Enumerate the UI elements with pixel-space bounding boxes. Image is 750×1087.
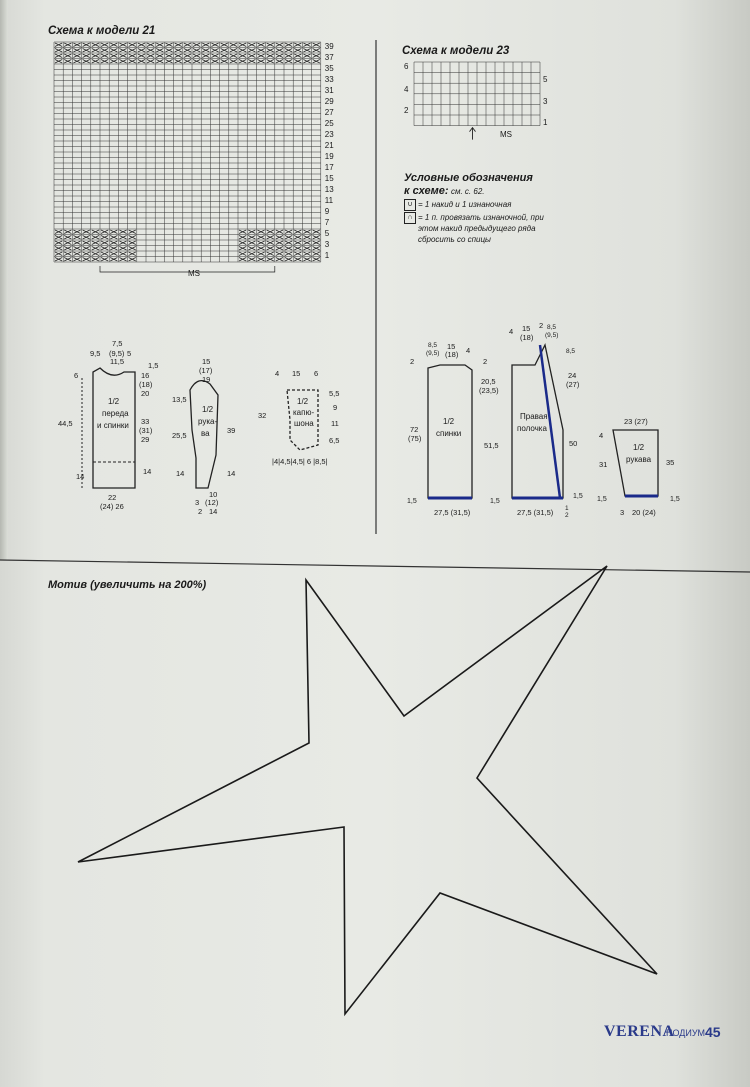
dim-label: 5: [127, 349, 132, 358]
dim-label: 33: [141, 417, 150, 426]
dim-label: 3: [195, 498, 200, 507]
schema23-ms-label: MS: [500, 130, 512, 139]
schema21-row-label: 35: [324, 64, 334, 73]
dim-label: 13,5: [172, 395, 187, 404]
dim-label: 11,5: [110, 357, 125, 366]
dim-label: 8,5: [428, 342, 438, 349]
dim-label: 15: [292, 369, 301, 378]
dim-label: (27): [566, 380, 580, 389]
page-number: 45: [705, 1024, 721, 1040]
dim-label: 9,5: [90, 349, 101, 358]
legend-item-2-cont: этом накид предыдущего ряда: [418, 224, 536, 233]
piece-label: шона: [294, 419, 314, 428]
piece-label: капю-: [293, 408, 315, 417]
dim-label: 6: [314, 369, 319, 378]
dim-label: 15: [202, 357, 211, 366]
dim-label: 1: [565, 505, 569, 512]
dim-label: 44,5: [58, 419, 73, 428]
piece-label: 1/2: [443, 417, 455, 426]
dim-label: 16: [141, 371, 150, 380]
dim-label: 6,5: [329, 436, 340, 445]
dim-label: 4: [466, 346, 471, 355]
dim-label: 2: [483, 357, 488, 366]
schema23-right-label: 3: [543, 97, 548, 106]
dim-label: (31): [139, 426, 153, 435]
dim-label: 14: [176, 469, 185, 478]
dim-label: 32: [258, 411, 267, 420]
piece-label: спинки: [436, 429, 462, 438]
dim-label: 27,5 (31,5): [434, 508, 471, 517]
dim-label: 15: [522, 324, 531, 333]
dim-label: 31: [599, 460, 608, 469]
piece-label: ва: [201, 429, 210, 438]
dim-label: (9,5): [545, 332, 559, 339]
dim-label: (18): [445, 350, 459, 359]
schema21-row-label: 29: [324, 97, 334, 106]
legend-title: Условные обозначения: [404, 172, 533, 184]
schema21-row-label: 11: [324, 196, 334, 205]
dim-label: (24) 26: [100, 502, 124, 511]
piece-label: и спинки: [97, 421, 129, 430]
dim-label: 14: [227, 469, 236, 478]
dim-label: 5,5: [329, 389, 340, 398]
dim-label: 1,5: [490, 498, 500, 505]
dim-label: 8,5: [547, 324, 557, 331]
brand-logo: VERENA: [604, 1023, 675, 1040]
dim-label: (17): [199, 366, 213, 375]
schema21-row-label: 19: [324, 152, 334, 161]
piece-label: Правая: [520, 412, 548, 421]
schema21-row-label: 39: [324, 42, 334, 51]
dim-label: 25,5: [172, 431, 187, 440]
schema23-left-label: 6: [404, 62, 409, 71]
dim-label: 19: [202, 375, 211, 384]
dim-label: 2: [539, 321, 544, 330]
dim-label: 1,5: [670, 496, 680, 503]
dim-label: 1,5: [148, 361, 159, 370]
dim-label: 2: [565, 512, 569, 519]
dim-label: 72: [410, 425, 419, 434]
piece-label: переда: [102, 409, 129, 418]
schema21-row-label: 23: [324, 130, 334, 139]
dim-label: 51,5: [484, 441, 499, 450]
dim-label: (18): [520, 333, 534, 342]
dim-label: 1,5: [597, 496, 607, 503]
schema21-row-label: 1: [324, 251, 330, 260]
dim-label: (75): [408, 434, 422, 443]
yarn-over-symbol-icon: ∪: [404, 199, 416, 211]
dim-label: 6: [74, 371, 79, 380]
dim-label: 39: [227, 426, 236, 435]
dim-label: 4: [509, 327, 514, 336]
schema21-row-label: 31: [324, 86, 334, 95]
dim-label: 20 (24): [632, 508, 656, 517]
schema21-row-label: 5: [324, 229, 330, 238]
dim-label: (9,5): [426, 350, 440, 357]
dim-label: 8,5: [566, 348, 576, 355]
schema21-row-label: 25: [324, 119, 334, 128]
schema21-row-label: 13: [324, 185, 334, 194]
schema23-right-label: 5: [543, 75, 548, 84]
dim-label: 7,5: [112, 339, 123, 348]
dim-label: 20: [141, 389, 150, 398]
dim-label: 24: [568, 371, 577, 380]
piece-label: рукава: [626, 455, 652, 464]
dim-label: 23 (27): [624, 417, 648, 426]
piece-label: полочка: [517, 424, 547, 433]
dim-label: 20,5: [481, 377, 496, 386]
legend-item-2: = 1 п. провязать изнаночной, при: [418, 213, 544, 222]
schema21-row-label: 37: [324, 53, 334, 62]
piece-label: 1/2: [108, 397, 120, 406]
legend-ref: см. с. 62.: [451, 187, 485, 196]
brand-sub: ПОДИУМ: [666, 1028, 706, 1038]
schema21-row-label: 3: [324, 240, 330, 249]
schema23-right-label: 1: [543, 118, 548, 127]
dim-label: 9: [333, 403, 338, 412]
piece-label: 1/2: [297, 397, 309, 406]
dim-label: 2: [198, 507, 203, 516]
dim-label: 22: [108, 493, 117, 502]
dim-label: 1,5: [573, 493, 583, 500]
dim-label: 50: [569, 439, 578, 448]
dim-label: 1,5: [407, 498, 417, 505]
dim-label: |4|4,5|4,5| 6 |8,5|: [272, 457, 328, 466]
schema21-row-label: 7: [324, 218, 330, 227]
dim-label: 27,5 (31,5): [517, 508, 554, 517]
schema23-left-label: 2: [404, 106, 409, 115]
dim-label: 14: [76, 472, 85, 481]
motif-title: Мотив (увеличить на 200%): [48, 579, 207, 591]
schema21-row-label: 33: [324, 75, 334, 84]
dim-label: (18): [139, 380, 153, 389]
legend-item-2-cont: сбросить со спицы: [418, 235, 491, 244]
dim-label: 35: [666, 458, 675, 467]
dim-label: 4: [275, 369, 280, 378]
dim-label: 3: [620, 508, 625, 517]
dim-label: 14: [209, 507, 218, 516]
schema21-ms-label: MS: [188, 269, 200, 278]
dim-label: (23,5): [479, 386, 499, 395]
dim-label: 15: [447, 342, 456, 351]
piece-label: рука-: [198, 417, 218, 426]
piece-label: 1/2: [633, 443, 645, 452]
dim-label: 10: [209, 490, 218, 499]
dim-label: 4: [599, 431, 604, 440]
schema21-title: Схема к модели 21: [48, 25, 156, 37]
schema23-left-label: 4: [404, 85, 409, 94]
schema21-row-label: 15: [324, 174, 334, 183]
schema21-row-label: 21: [324, 141, 334, 150]
dim-label: (9,5): [109, 349, 125, 358]
legend-item-1: = 1 накид и 1 изнаночная: [418, 200, 512, 209]
dim-label: 29: [141, 435, 150, 444]
dim-label: 2: [410, 357, 415, 366]
purl-drop-symbol-icon: ∩: [404, 212, 416, 224]
schema23-title: Схема к модели 23: [402, 45, 510, 57]
dim-label: 11: [331, 419, 339, 428]
schema21-row-label: 9: [324, 207, 330, 216]
schema21-row-label: 27: [324, 108, 334, 117]
legend-subtitle: к схеме:: [404, 185, 449, 197]
dim-label: (12): [205, 498, 219, 507]
schema21-row-label: 17: [324, 163, 334, 172]
dim-label: 14: [143, 467, 152, 476]
piece-label: 1/2: [202, 405, 214, 414]
